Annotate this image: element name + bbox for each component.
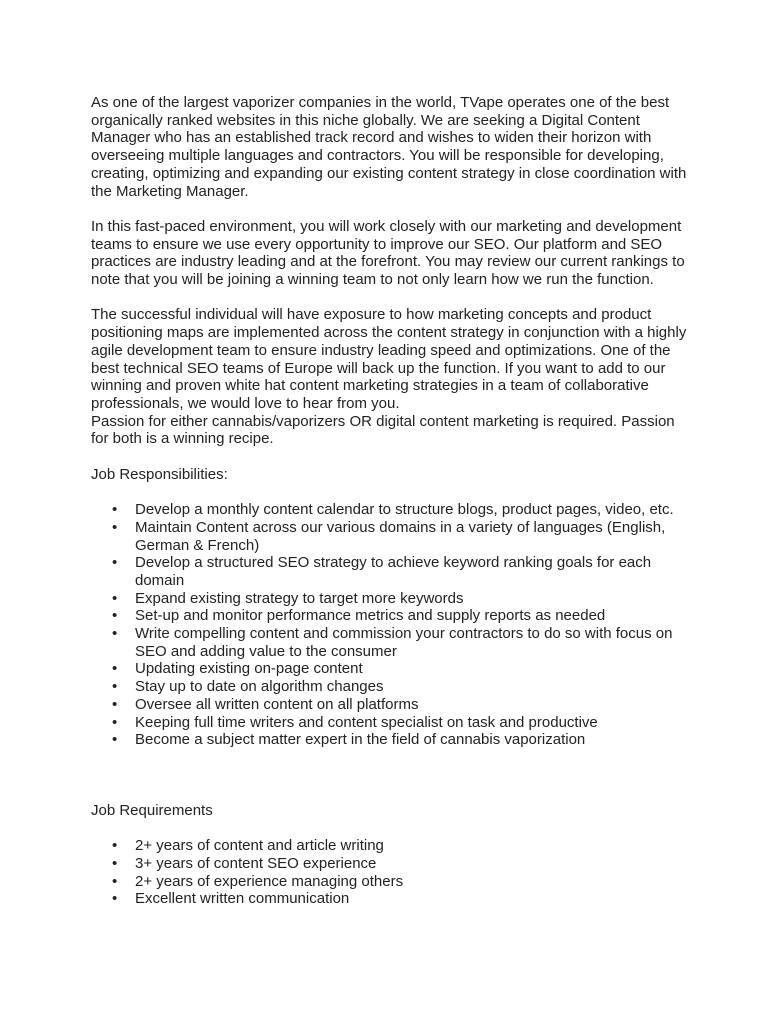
list-item: • Oversee all written content on all platforms — [91, 696, 691, 714]
passion-paragraph: Passion for either cannabis/vaporizers OR digital content marketing is required. Passion for both is a winning recipe. — [91, 412, 675, 448]
list-item: • Become a subject matter expert in the field of cannabis vaporization — [91, 731, 691, 749]
list-item: • Keeping full time writers and content specialist on task and productive — [91, 714, 691, 732]
list-item: • Develop a monthly content calendar to structure blogs, product pages, video, etc. — [91, 501, 691, 519]
intro-paragraph: In this fast-paced environment, you will work closely with our marketing and development teams to ensure we use every opportunity to improve our SEO. Our platform and SEO practices are industry leading and at the forefront. You may review our current rankings to note that you will be joining a winning team to not only learn how we run the function. — [91, 217, 685, 289]
responsibilities-heading: Job Responsibilities: — [91, 465, 228, 483]
list-item: • Set-up and monitor performance metrics and supply reports as needed — [91, 607, 691, 625]
list-item: • 2+ years of experience managing others — [91, 873, 691, 891]
requirements-heading: Job Requirements — [91, 801, 213, 819]
list-item: • Excellent written communication — [91, 890, 691, 908]
list-item: • 2+ years of content and article writing — [91, 837, 691, 855]
intro-paragraph: As one of the largest vaporizer companies in the world, TVape operates one of the best organically ranked websites in this niche globally. We are seeking a Digital Content Manager who has an established track record and wishes to widen their horizon with overseeing multiple languages and contractors. You will be responsible for developing, creating, optimizing and expanding our existing content strategy in close coordination with the Marketing Manager. — [91, 94, 687, 200]
list-item: • Expand existing strategy to target more keywords — [91, 590, 691, 608]
successful-individual-paragraph: The successful individual will have exposure to how marketing concepts and product positioning maps are implemented across the content strategy in conjunction with a highly agile development team to ensure industry leading speed and optimizations. One of the best technical SEO teams of Europe will back up the function. If you want to add to our winning and proven white hat content marketing strategies in a team of collaborative professionals, we would love to hear from you. — [91, 306, 687, 412]
list-item: • Write compelling content and commission your contractors to do so with focus on SEO and adding value to the consumer — [91, 625, 691, 660]
list-item: • Updating existing on-page content — [91, 660, 691, 678]
list-item: • Maintain Content across our various domains in a variety of languages (English, German & French) — [91, 519, 691, 554]
list-item: • Develop a structured SEO strategy to achieve keyword ranking goals for each domain — [91, 554, 691, 589]
list-item: • Stay up to date on algorithm changes — [91, 678, 691, 696]
responsibilities-list — [91, 501, 691, 749]
list-item: • 3+ years of content SEO experience — [91, 855, 691, 873]
requirements-list — [91, 837, 691, 908]
document-page — [91, 94, 691, 908]
